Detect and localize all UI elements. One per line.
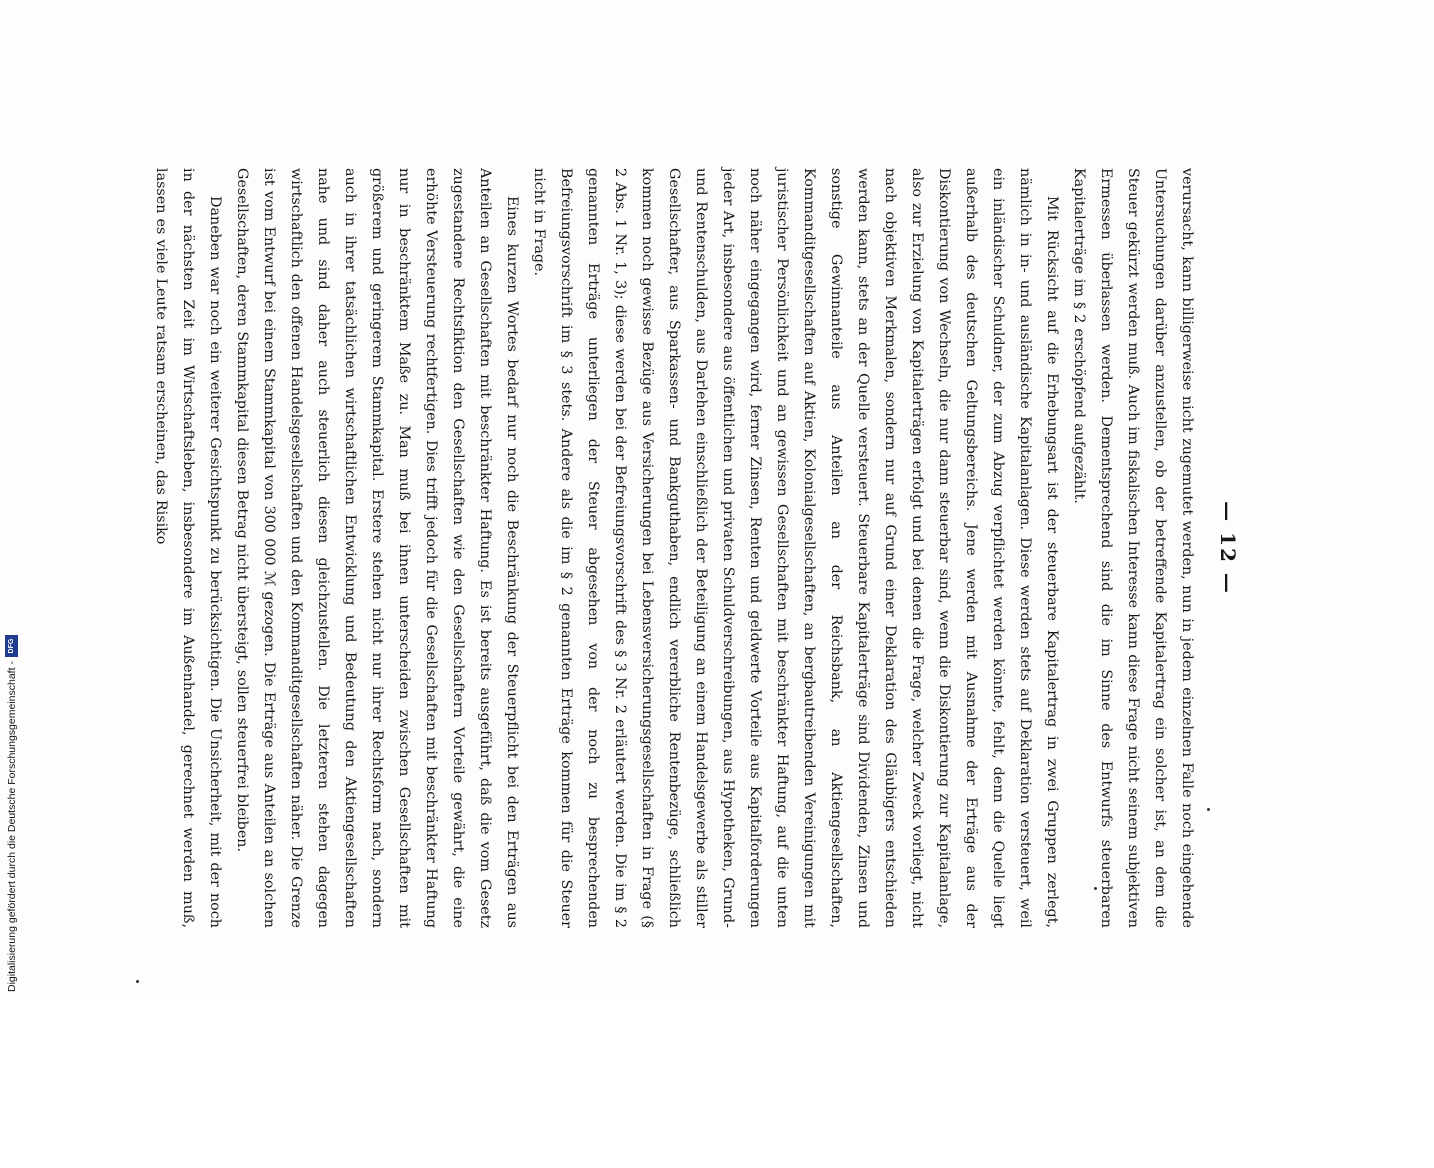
digitization-credit	[2, 562, 22, 992]
scan-speck	[1207, 808, 1210, 811]
paragraph-3: Eines kurzen Wortes bedarf nur noch die Beschränkung der Steuerpflicht bei den Erträgen aus Anteilen an Gesellschaften mit beschränkter Haftung. Es ist bereits ausgeführt, daß die vom Gesetz zugestandene Rechtsfiktion den Gesellschaften wie den Gesellschaftern Vorteile gewährt, die eine erhöhte Versteuerung rechtfertigen. Dies trifft jedoch für die Gesellschaften mit beschränkter Haftung nur in beschränktem Maße zu. Man muß bei ihnen unterscheiden zwischen Gesellschaften mit größerem und geringerem Stammkapital. Erstere stehen nicht nur ihrer Rechtsform nach, sondern auch in ihrer tatsächlichen wirtschaftlichen Entwicklung und Bedeutung den Aktiengesellschaften nahe und sind daher auch steuerlich diesen gleichzustellen. Die letzteren stehen dagegen wirtschaftlich den offenen Handelsgesellschaften und den Kommanditgesellschaften näher. Die Grenze ist vom Entwurf bei einem Stammkapital von 300 000 ℳ gezogen. Die Erträge aus Anteilen an solchen Gesellschaften, deren Stammkapital diesen Betrag nicht übersteigt, sollen steuerfrei bleiben.	[234, 168, 520, 928]
scan-speck	[1094, 887, 1097, 890]
body-text	[147, 168, 1200, 928]
rotated-page-body	[153, 168, 1240, 1168]
scan-speck	[136, 980, 139, 983]
dfg-logo: DFG	[5, 635, 18, 657]
paragraph-1: verursacht, kann billigerweise nicht zugemutet werden, nun in jedem einzelnen Falle noch eingehende Untersuchungen darüber anzustellen, ob der betreffende Kapitalertrag ein solcher ist, an dem die Steuer gekürzt werden muß. Auch im fiskalischen Interesse kann diese Frage nicht seinem subjektiven Ermessen überlassen werden. Dementsprechend sind die im Sinne des Entwurfs steuerbaren Kapitalerträge im § 2 erschöpfend aufgezählt.	[1071, 168, 1195, 928]
paragraph-4: Daneben war noch ein weiterer Gesichtspunkt zu berücksichtigen. Die Unsicherheit, mit der noch in der nächsten Zeit im Wirtschaftsleben, insbesondere im Außenhandel, gerechnet werden muß, lassen es viele Leute ratsam erscheinen, das Risiko	[153, 168, 223, 928]
paragraph-2: Mit Rücksicht auf die Erhebungsart ist der steuerbare Kapitalertrag in zwei Gruppen zerlegt, nämlich in in- und ausländische Kapitalanlagen. Diese werden stets auf Deklaration versteuert, weil ein inländischer Schuldner, der zum Abzug verpflichtet werden könnte, fehlt, denn die Quelle liegt außerhalb des deutschen Geltungsbereichs. Jene werden mit Ausnahme der Erträge aus der Diskontierung von Wechseln, die nur dann steuerbar sind, wenn die Diskontierung zur Kapitalanlage, also zur Erzielung von Kapitalerträgen erfolgt und bei denen die Frage, welcher Zweck vorliegt, nicht nach objektiven Merkmalen, sondern nur auf Grund einer Deklaration des Gläubigers entschieden werden kann, stets an der Quelle versteuert. Steuerbare Kapitalerträge sind Dividenden, Zinsen und sonstige Gewinnanteile aus Anteilen an der Reichsbank, an Aktiengesellschaften, Kommanditgesellschaften auf Aktien, Kolonialgesellschaften, an bergbautreibenden Vereinigungen mit juristischer Persönlichkeit und an gewissen Gesellschaften mit beschränkter Haftung, auf die unten noch näher eingegangen wird, ferner Zinsen, Renten und geldwerte Vorteile aus Kapitalforderungen jeder Art, insbesondere aus öffentlichen und privaten Schuldverschreibungen, aus Hypotheken, Grund- und Rentenschulden, aus Darlehen einschließlich der Beteiligung an einem Handelsgewerbe als stiller Gesellschafter, aus Sparkassen- und Bankguthaben, endlich vererbliche Rentenbezüge, schließlich kommen noch gewisse Bezüge aus Versicherungen bei Lebensversicherungsgesellschaften in Frage (§ 2 Abs. 1 Nr. 1, 3); diese werden bei der Befreiungsvorschrift des § 3 Nr. 2 erläutert werden. Die im § 2 genannten Erträge unterliegen der Steuer abgesehen von der noch zu besprechenden Befreiungsvorschrift im § 3 stets. Andere als die im § 2 genannten Erträge kommen für die Steuer nicht in Frage.	[531, 168, 1060, 928]
page-number-header: — 12 —	[1216, 501, 1240, 595]
credit-text: Digitalisierung gefördert durch die Deutsche Forschungsgemeinschaft -	[5, 661, 18, 992]
